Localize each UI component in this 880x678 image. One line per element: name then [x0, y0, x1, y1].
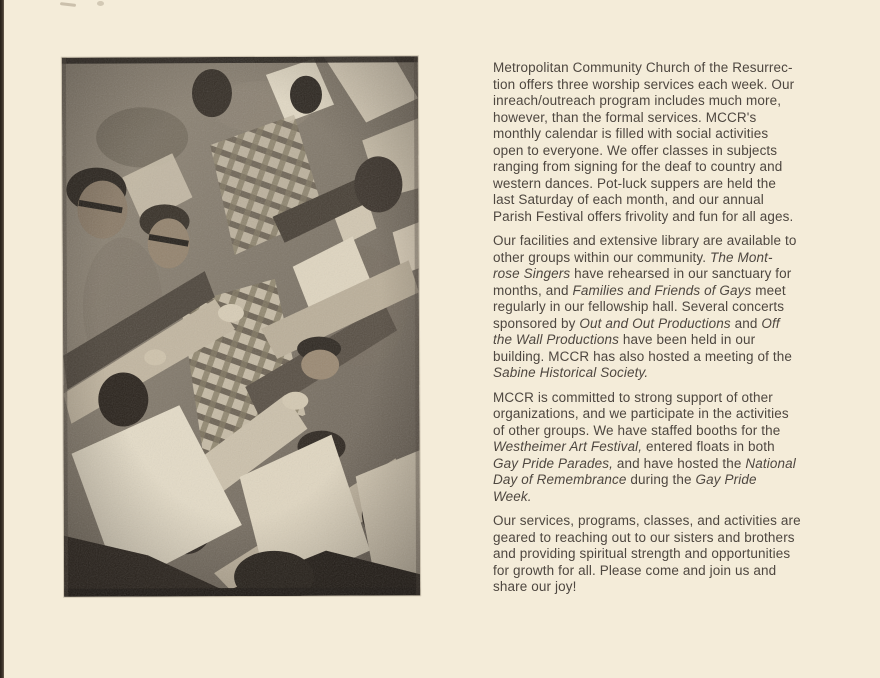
text-line: rose Singers have rehearsed in our sanctuary for — [493, 266, 792, 281]
text-line: months, and Families and Friends of Gays meet — [493, 282, 786, 298]
dust-speck — [97, 1, 104, 6]
paragraph — [493, 390, 865, 506]
text-line: Westheimer Art Festival, entered floats in both — [493, 439, 775, 454]
text-line: the Wall Productions have been held in our — [493, 332, 756, 347]
text-line: Gay Pride Parades, and have hosted the National — [493, 455, 796, 471]
crowd-photo — [62, 56, 420, 597]
text-line: ranging from signing for the deaf to country and — [493, 159, 783, 174]
text-line: Sabine Historical Society. — [493, 365, 649, 380]
text-line: Parish Festival offers frivolity and fun for all ages. — [493, 208, 794, 224]
text-line: and providing spiritual strength and opportunities — [493, 546, 791, 561]
text-line: MCCR is committed to strong support of other — [493, 389, 773, 405]
text-line: Our facilities and extensive library are available to — [493, 233, 797, 248]
text-line: last Saturday of each month, and our annual — [493, 192, 764, 207]
text-line: open to everyone. We offer classes in subjects — [493, 142, 778, 158]
text-line: share our joy! — [493, 579, 577, 594]
text-line: of other groups. We have staffed booths for the — [493, 422, 781, 438]
text-line: geared to reaching out to our sisters and brothers — [493, 529, 795, 545]
paragraph — [493, 513, 865, 596]
text-line: for growth for all. Please come and join us and — [493, 562, 777, 578]
text-line: building. MCCR has also hosted a meeting of the — [493, 348, 793, 364]
text-line: regularly in our fellowship hall. Several concerts — [493, 299, 785, 314]
text-line: organizations, and we participate in the activities — [493, 406, 789, 421]
text-line: Week. — [493, 488, 532, 504]
paragraph — [493, 60, 865, 225]
dust-speck — [60, 2, 76, 7]
text-line: monthly calendar is filled with social activities — [493, 126, 769, 141]
article-text — [493, 60, 865, 596]
scan-edge — [0, 0, 4, 678]
text-line: western dances. Pot-luck suppers are held the — [493, 175, 777, 191]
text-line: Day of Remembrance during the Gay Pride — [493, 472, 757, 487]
crowd-photo-illustration — [62, 56, 420, 597]
paragraph — [493, 233, 865, 382]
text-line: sponsored by Out and Out Productions and Off — [493, 315, 780, 331]
text-line: inreach/outreach program includes much more, — [493, 93, 782, 108]
text-line: Metropolitan Community Church of the Resurrec- — [493, 60, 793, 75]
text-line: other groups within our community. The Mont- — [493, 249, 773, 265]
text-line: tion offers three worship services each week. Our — [493, 76, 795, 92]
text-line: Our services, programs, classes, and activities are — [493, 513, 801, 528]
text-line: however, than the formal services. MCCR's — [493, 109, 757, 125]
